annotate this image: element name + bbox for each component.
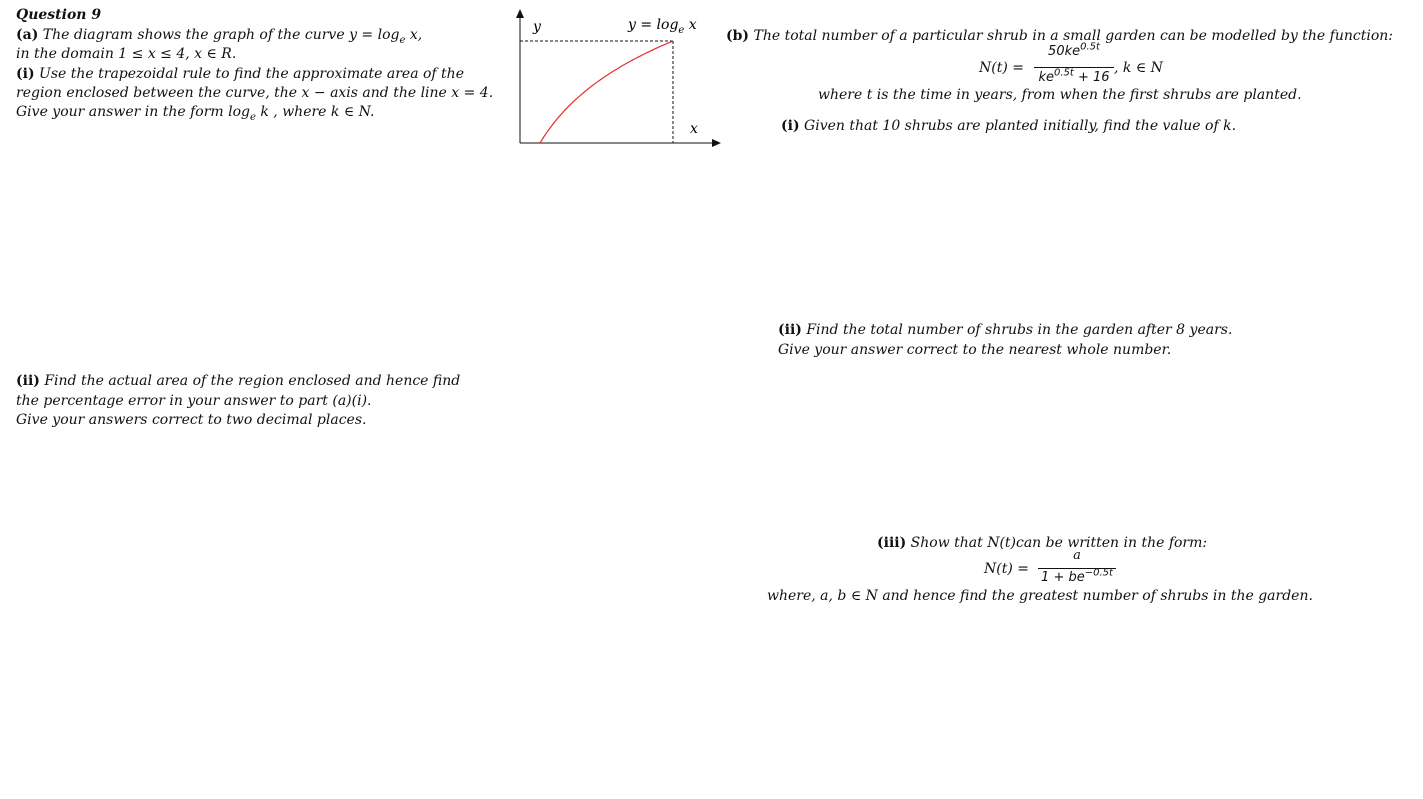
x-axis-label: x xyxy=(690,121,698,137)
log-curve xyxy=(540,41,673,143)
formula-den-text: ke xyxy=(1038,70,1054,85)
part-a-i-line3-sub: e xyxy=(249,111,256,123)
part-a-ii-label: (ii) xyxy=(16,373,40,389)
form2-den-text: 1 + be xyxy=(1041,570,1085,585)
form2-den-sup: −0.5t xyxy=(1084,567,1113,579)
part-b-ii-line1-text: Find the total number of shrubs in the garden after 8 years. xyxy=(801,322,1233,338)
y-axis-label: y xyxy=(533,19,541,35)
part-a-i-line1-text: Use the trapezoidal rule to find the approximate area of the xyxy=(34,66,464,82)
part-a-ii-line3: Give your answers correct to two decimal places. xyxy=(16,412,367,428)
part-b-iii-label: (iii) xyxy=(877,535,907,551)
part-a-i-line3-b: k , where k ∈ N. xyxy=(255,104,375,120)
formula-numerator xyxy=(1034,41,1114,59)
curve-label-sub: e xyxy=(678,25,685,36)
part-a-line1-text: The diagram shows the graph of the curve y = log xyxy=(38,27,400,43)
form2-denominator xyxy=(1034,567,1120,585)
part-b-ii-line1 xyxy=(778,321,1232,340)
part-b-iii-text: Show that N(t)can be written in the form: xyxy=(906,535,1208,551)
form2-lhs: N(t) = xyxy=(984,561,1029,577)
curve-label-a: y = log xyxy=(628,17,679,33)
part-a-line2: in the domain 1 ≤ x ≤ 4, x ∈ R. xyxy=(16,46,237,62)
formula-num-text: 50ke xyxy=(1048,44,1081,59)
part-b-where-line: where t is the time in years, from when the first shrubs are planted. xyxy=(818,87,1302,103)
formula-denominator xyxy=(1032,67,1116,85)
formula-lhs: N(t) = xyxy=(979,60,1024,76)
part-a-i-line2: region enclosed between the curve, the x − axis and the line x = 4. xyxy=(16,85,494,101)
part-b-ii-label: (ii) xyxy=(778,322,802,338)
part-a-i-line3-a: Give your answer in the form log xyxy=(16,104,250,120)
y-axis-arrow-icon xyxy=(516,9,524,18)
curve-label xyxy=(627,17,697,36)
part-b-ii-line2: Give your answer correct to the nearest whole number. xyxy=(778,342,1172,358)
part-a-i-label: (i) xyxy=(16,66,35,82)
formula-den-sup: 0.5t xyxy=(1054,67,1074,79)
part-b-i-line xyxy=(781,117,1236,136)
part-b-i-label: (i) xyxy=(781,118,800,134)
formula-num-sup: 0.5t xyxy=(1080,41,1100,53)
part-b-label: (b) xyxy=(726,28,750,44)
part-b-iii-where: where, a, b ∈ N and hence find the greatest number of shrubs in the garden. xyxy=(767,588,1313,604)
question-title: Question 9 xyxy=(16,7,102,23)
part-b-i-text: Given that 10 shrubs are planted initially, find the value of k. xyxy=(799,118,1237,134)
formula-den-end: + 16 xyxy=(1073,70,1110,85)
part-a-ii-line2: the percentage error in your answer to part (a)(i). xyxy=(16,393,372,409)
x-axis-arrow-icon xyxy=(712,139,721,147)
part-a-label: (a) xyxy=(16,27,39,43)
part-b-line1-text: The total number of a particular shrub in a small garden can be modelled by the function: xyxy=(749,28,1393,44)
part-a-line1-sub: e xyxy=(399,34,406,46)
form2-numerator: a xyxy=(1073,548,1081,563)
formula-fraction-bar xyxy=(1034,67,1114,68)
part-a-ii-line1-text: Find the actual area of the region enclosed and hence find xyxy=(39,373,461,389)
formula-tail: , k ∈ N xyxy=(1114,60,1163,76)
curve-label-b: x xyxy=(684,17,697,33)
part-a-line1-end: x, xyxy=(405,27,423,43)
